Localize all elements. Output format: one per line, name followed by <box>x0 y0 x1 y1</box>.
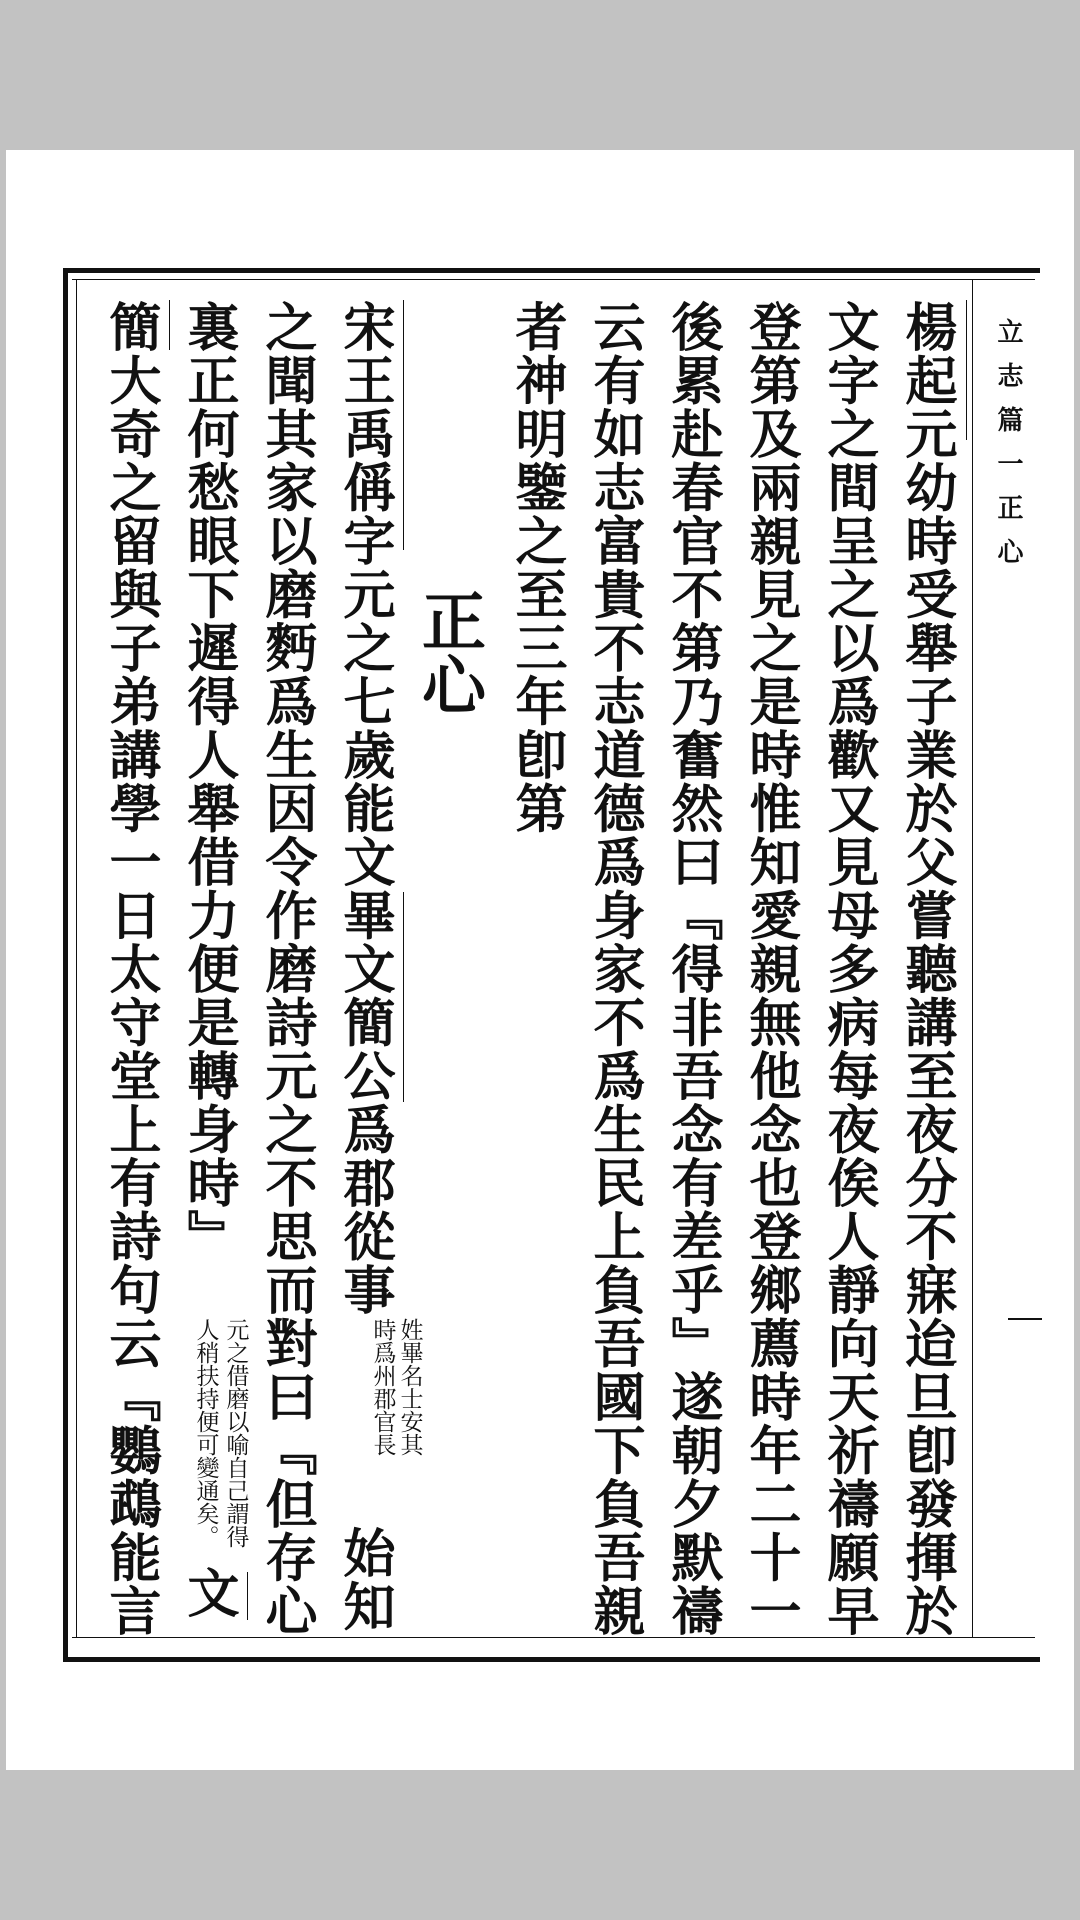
text-column-5: 云有如志富貴不志道德爲身家不爲生民上負吾國下負吾親 <box>584 300 645 1638</box>
running-title: 立志篇一正心 <box>993 318 1023 582</box>
text-column-7: 宋王禹偁字元之七歲能文畢文簡公爲郡從事 <box>334 300 395 1317</box>
frame-inner-left-rule <box>76 279 77 1637</box>
text-column-9b: 文 <box>178 1566 239 1620</box>
text-column-4: 後累赴春官不第乃奮然曰『得非吾念有差乎』遂朝夕默禱 <box>662 300 723 1638</box>
text-column-1: 楊起元幼時受舉子業於父嘗聽講至夜分不寐迨旦卽發揮於 <box>896 300 957 1638</box>
name-mark-wen <box>247 1572 248 1620</box>
header-divider-rule <box>972 279 973 1637</box>
header-tick-mark <box>1008 1318 1042 1320</box>
name-mark-bi <box>403 892 404 1102</box>
frame-inner-top-rule <box>72 279 1035 280</box>
frame-inner-bottom-rule <box>72 1637 1035 1638</box>
annotation-bi-2: 時爲州郡官長 <box>369 1318 396 1456</box>
text-column-7b: 始知 <box>334 1526 395 1633</box>
annotation-bi-1: 姓畢名士安其 <box>396 1318 423 1456</box>
section-title: 正心 <box>411 588 486 716</box>
text-column-2: 文字之間呈之以爲歡又見母多病每夜俟人靜向天祈禱願早 <box>818 300 879 1638</box>
name-mark-yang <box>966 300 967 440</box>
annotation-yuanzhi-2: 人稍扶持便可變通矣。 <box>192 1318 219 1548</box>
name-mark-wang <box>403 300 404 550</box>
text-column-3: 登第及兩親見之是時惟知愛親無他念也登鄉薦時年二十一 <box>740 300 801 1638</box>
text-column-10: 簡大奇之留與子弟講學一日太守堂上有詩句云『鸚鵡能言 <box>100 300 161 1638</box>
text-column-6: 者神明鑒之至三年卽第 <box>506 300 567 835</box>
annotation-yuanzhi-1: 元之借磨以喻自己謂得 <box>222 1318 249 1548</box>
name-mark-jian <box>169 300 170 350</box>
text-column-9: 裏正何愁眼下遲得人舉借力便是轉身時』 <box>178 300 239 1263</box>
text-column-8: 之聞其家以磨麪爲生因令作磨詩元之不思而對曰『但存心 <box>256 300 317 1638</box>
